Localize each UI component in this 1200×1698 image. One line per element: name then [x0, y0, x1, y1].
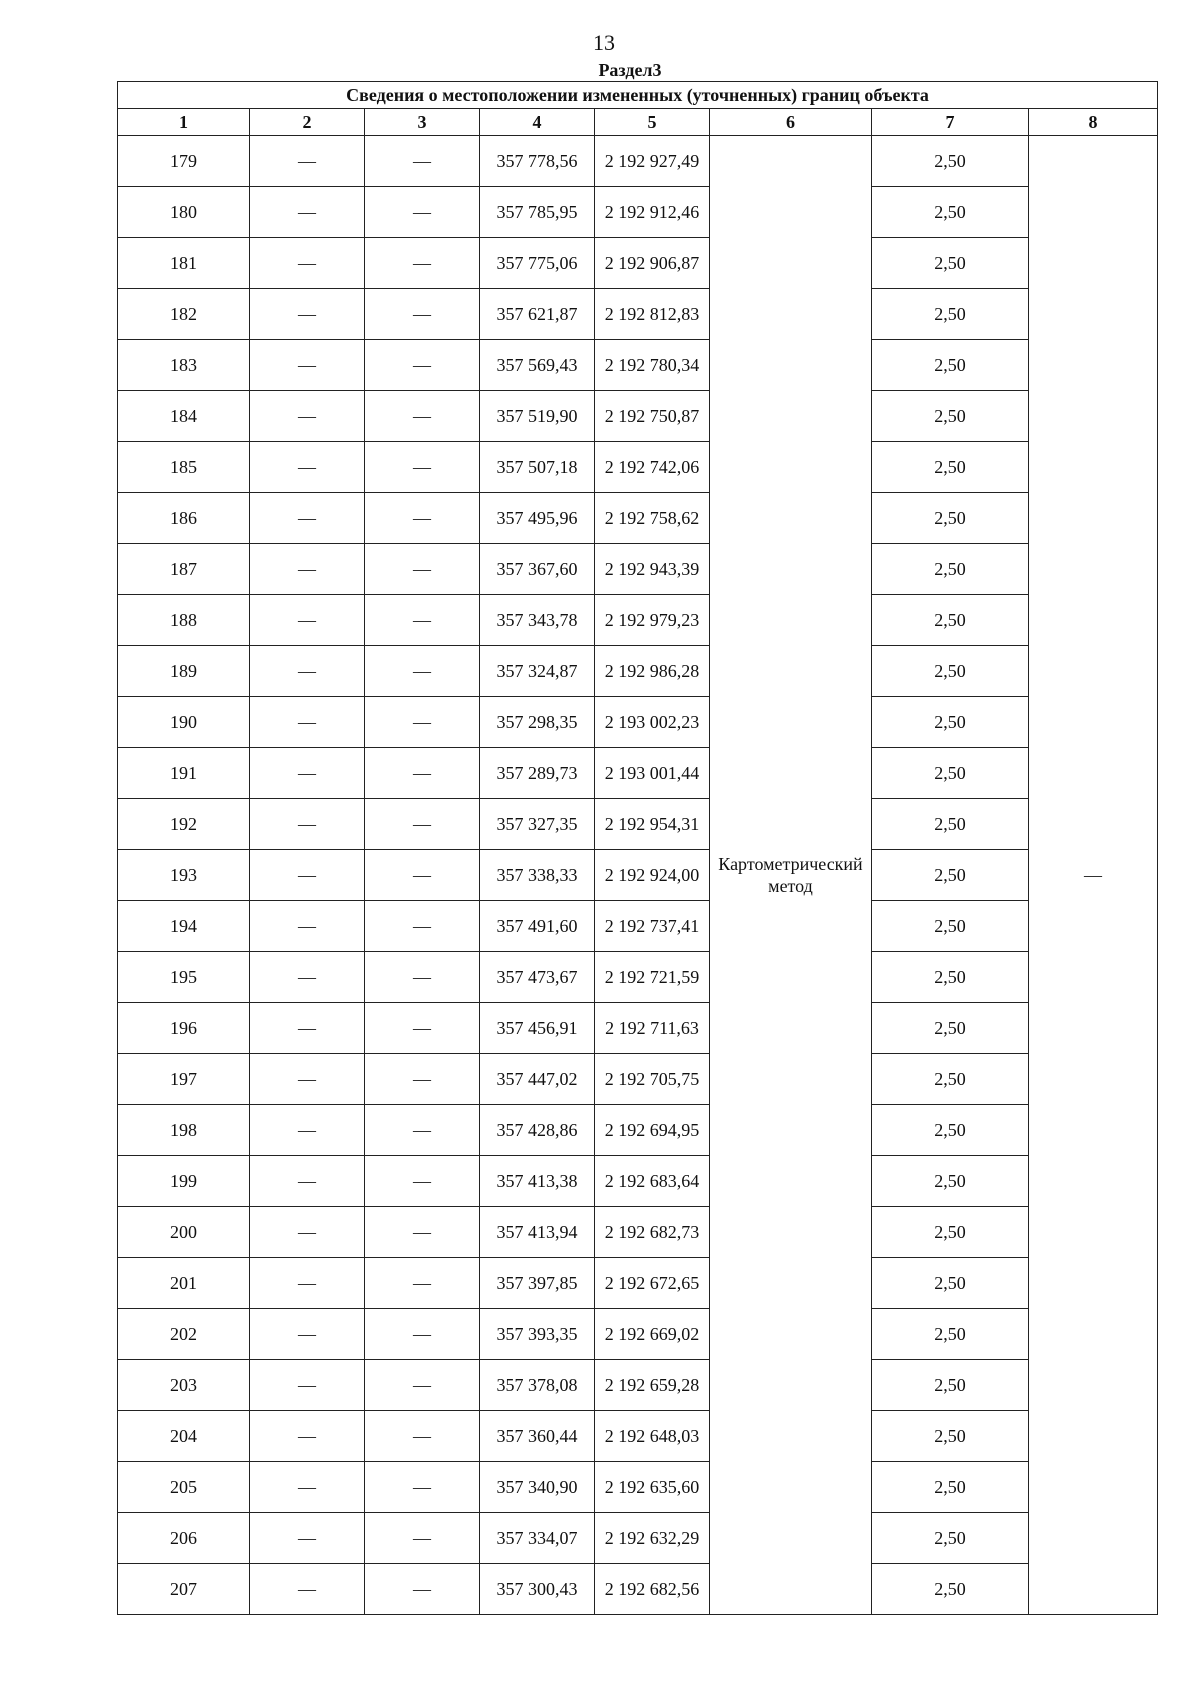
col2-dash-cell: — [250, 340, 365, 391]
point-number-cell: 195 [118, 952, 250, 1003]
point-number-cell: 186 [118, 493, 250, 544]
y-coordinate-cell: 2 192 742,06 [595, 442, 710, 493]
table-row [118, 952, 1158, 1003]
table-row [118, 850, 1158, 901]
x-coordinate-cell: 357 340,90 [480, 1462, 595, 1513]
x-coordinate-cell: 357 338,33 [480, 850, 595, 901]
y-coordinate-cell: 2 192 682,73 [595, 1207, 710, 1258]
y-coordinate-cell: 2 192 669,02 [595, 1309, 710, 1360]
accuracy-cell: 2,50 [872, 340, 1029, 391]
table-row [118, 493, 1158, 544]
col2-dash-cell: — [250, 238, 365, 289]
y-coordinate-cell: 2 193 002,23 [595, 697, 710, 748]
x-coordinate-cell: 357 621,87 [480, 289, 595, 340]
col3-dash-cell: — [365, 901, 480, 952]
accuracy-cell: 2,50 [872, 1054, 1029, 1105]
x-coordinate-cell: 357 324,87 [480, 646, 595, 697]
point-number-cell: 187 [118, 544, 250, 595]
table-row [118, 1105, 1158, 1156]
x-coordinate-cell: 357 360,44 [480, 1411, 595, 1462]
y-coordinate-cell: 2 192 906,87 [595, 238, 710, 289]
col3-dash-cell: — [365, 748, 480, 799]
col2-dash-cell: — [250, 1156, 365, 1207]
col3-dash-cell: — [365, 391, 480, 442]
point-number-cell: 191 [118, 748, 250, 799]
accuracy-cell: 2,50 [872, 952, 1029, 1003]
table-row [118, 1258, 1158, 1309]
table-row [118, 544, 1158, 595]
point-number-cell: 207 [118, 1564, 250, 1615]
accuracy-cell: 2,50 [872, 697, 1029, 748]
point-number-cell: 180 [118, 187, 250, 238]
col2-dash-cell: — [250, 1513, 365, 1564]
col3-dash-cell: — [365, 646, 480, 697]
y-coordinate-cell: 2 192 943,39 [595, 544, 710, 595]
y-coordinate-cell: 2 192 986,28 [595, 646, 710, 697]
point-number-cell: 185 [118, 442, 250, 493]
accuracy-cell: 2,50 [872, 1513, 1029, 1564]
table-row [118, 901, 1158, 952]
col2-dash-cell: — [250, 1564, 365, 1615]
col2-dash-cell: — [250, 544, 365, 595]
y-coordinate-cell: 2 192 711,63 [595, 1003, 710, 1054]
col3-dash-cell: — [365, 697, 480, 748]
accuracy-cell: 2,50 [872, 136, 1029, 187]
y-coordinate-cell: 2 192 683,64 [595, 1156, 710, 1207]
col2-dash-cell: — [250, 1105, 365, 1156]
column-number-4: 4 [480, 109, 595, 136]
accuracy-cell: 2,50 [872, 901, 1029, 952]
col3-dash-cell: — [365, 493, 480, 544]
accuracy-cell: 2,50 [872, 799, 1029, 850]
point-number-cell: 198 [118, 1105, 250, 1156]
table-row [118, 1411, 1158, 1462]
boundary-coordinates-table [117, 81, 1158, 1615]
y-coordinate-cell: 2 192 780,34 [595, 340, 710, 391]
col2-dash-cell: — [250, 1411, 365, 1462]
col2-dash-cell: — [250, 697, 365, 748]
table-row [118, 391, 1158, 442]
accuracy-cell: 2,50 [872, 493, 1029, 544]
col3-dash-cell: — [365, 952, 480, 1003]
y-coordinate-cell: 2 193 001,44 [595, 748, 710, 799]
accuracy-cell: 2,50 [872, 748, 1029, 799]
table-body [118, 136, 1158, 1615]
y-coordinate-cell: 2 192 659,28 [595, 1360, 710, 1411]
x-coordinate-cell: 357 367,60 [480, 544, 595, 595]
col2-dash-cell: — [250, 1054, 365, 1105]
y-coordinate-cell: 2 192 721,59 [595, 952, 710, 1003]
point-number-cell: 190 [118, 697, 250, 748]
x-coordinate-cell: 357 327,35 [480, 799, 595, 850]
y-coordinate-cell: 2 192 924,00 [595, 850, 710, 901]
accuracy-cell: 2,50 [872, 1258, 1029, 1309]
x-coordinate-cell: 357 343,78 [480, 595, 595, 646]
x-coordinate-cell: 357 775,06 [480, 238, 595, 289]
y-coordinate-cell: 2 192 694,95 [595, 1105, 710, 1156]
x-coordinate-cell: 357 334,07 [480, 1513, 595, 1564]
table-row [118, 1207, 1158, 1258]
point-number-cell: 205 [118, 1462, 250, 1513]
col2-dash-cell: — [250, 901, 365, 952]
table-row [118, 1309, 1158, 1360]
col3-dash-cell: — [365, 1360, 480, 1411]
x-coordinate-cell: 357 413,38 [480, 1156, 595, 1207]
point-number-cell: 201 [118, 1258, 250, 1309]
column-number-6: 6 [710, 109, 872, 136]
table-row [118, 1360, 1158, 1411]
col2-dash-cell: — [250, 952, 365, 1003]
col3-dash-cell: — [365, 1003, 480, 1054]
accuracy-cell: 2,50 [872, 850, 1029, 901]
col3-dash-cell: — [365, 1411, 480, 1462]
column-number-8: 8 [1029, 109, 1158, 136]
y-coordinate-cell: 2 192 635,60 [595, 1462, 710, 1513]
col3-dash-cell: — [365, 850, 480, 901]
y-coordinate-cell: 2 192 682,56 [595, 1564, 710, 1615]
col2-dash-cell: — [250, 136, 365, 187]
y-coordinate-cell: 2 192 979,23 [595, 595, 710, 646]
column-number-row [118, 109, 1158, 136]
point-number-cell: 194 [118, 901, 250, 952]
x-coordinate-cell: 357 378,08 [480, 1360, 595, 1411]
col3-dash-cell: — [365, 1309, 480, 1360]
col3-dash-cell: — [365, 136, 480, 187]
x-coordinate-cell: 357 428,86 [480, 1105, 595, 1156]
col3-dash-cell: — [365, 187, 480, 238]
x-coordinate-cell: 357 397,85 [480, 1258, 595, 1309]
x-coordinate-cell: 357 300,43 [480, 1564, 595, 1615]
y-coordinate-cell: 2 192 758,62 [595, 493, 710, 544]
section-title: Раздел3 [598, 60, 662, 80]
y-coordinate-cell: 2 192 737,41 [595, 901, 710, 952]
x-coordinate-cell: 357 569,43 [480, 340, 595, 391]
x-coordinate-cell: 357 447,02 [480, 1054, 595, 1105]
column-number-1: 1 [118, 109, 250, 136]
y-coordinate-cell: 2 192 648,03 [595, 1411, 710, 1462]
col2-dash-cell: — [250, 187, 365, 238]
table-row [118, 442, 1158, 493]
col2-dash-cell: — [250, 1207, 365, 1258]
col2-dash-cell: — [250, 850, 365, 901]
point-number-cell: 181 [118, 238, 250, 289]
accuracy-cell: 2,50 [872, 544, 1029, 595]
x-coordinate-cell: 357 519,90 [480, 391, 595, 442]
col2-dash-cell: — [250, 595, 365, 646]
col2-dash-cell: — [250, 1258, 365, 1309]
point-number-cell: 196 [118, 1003, 250, 1054]
x-coordinate-cell: 357 456,91 [480, 1003, 595, 1054]
col3-dash-cell: — [365, 340, 480, 391]
point-number-cell: 202 [118, 1309, 250, 1360]
table-row [118, 748, 1158, 799]
col3-dash-cell: — [365, 595, 480, 646]
y-coordinate-cell: 2 192 750,87 [595, 391, 710, 442]
column-number-2: 2 [250, 109, 365, 136]
col3-dash-cell: — [365, 1105, 480, 1156]
col2-dash-cell: — [250, 1003, 365, 1054]
table-row [118, 1156, 1158, 1207]
table-row [118, 595, 1158, 646]
y-coordinate-cell: 2 192 632,29 [595, 1513, 710, 1564]
point-number-cell: 203 [118, 1360, 250, 1411]
point-number-cell: 192 [118, 799, 250, 850]
col2-dash-cell: — [250, 799, 365, 850]
table-title: Сведения о местоположении измененных (уточненных) границ объекта [118, 82, 1158, 109]
y-coordinate-cell: 2 192 672,65 [595, 1258, 710, 1309]
column-number-5: 5 [595, 109, 710, 136]
accuracy-cell: 2,50 [872, 1309, 1029, 1360]
point-number-cell: 200 [118, 1207, 250, 1258]
point-number-cell: 199 [118, 1156, 250, 1207]
col3-dash-cell: — [365, 1513, 480, 1564]
point-number-cell: 193 [118, 850, 250, 901]
col3-dash-cell: — [365, 544, 480, 595]
table-row [118, 187, 1158, 238]
col3-dash-cell: — [365, 238, 480, 289]
table-row [118, 1513, 1158, 1564]
x-coordinate-cell: 357 785,95 [480, 187, 595, 238]
y-coordinate-cell: 2 192 954,31 [595, 799, 710, 850]
point-number-cell: 183 [118, 340, 250, 391]
accuracy-cell: 2,50 [872, 289, 1029, 340]
col3-dash-cell: — [365, 1054, 480, 1105]
table-row [118, 289, 1158, 340]
col2-dash-cell: — [250, 748, 365, 799]
col2-dash-cell: — [250, 646, 365, 697]
point-number-cell: 197 [118, 1054, 250, 1105]
col2-dash-cell: — [250, 391, 365, 442]
table-row [118, 646, 1158, 697]
column-number-7: 7 [872, 109, 1029, 136]
col3-dash-cell: — [365, 1258, 480, 1309]
point-number-cell: 182 [118, 289, 250, 340]
col2-dash-cell: — [250, 1462, 365, 1513]
table-row [118, 340, 1158, 391]
x-coordinate-cell: 357 473,67 [480, 952, 595, 1003]
point-number-cell: 179 [118, 136, 250, 187]
table-row [118, 799, 1158, 850]
table-row [118, 238, 1158, 289]
accuracy-cell: 2,50 [872, 391, 1029, 442]
point-number-cell: 188 [118, 595, 250, 646]
x-coordinate-cell: 357 491,60 [480, 901, 595, 952]
col3-dash-cell: — [365, 1207, 480, 1258]
column-number-3: 3 [365, 109, 480, 136]
table-row [118, 1054, 1158, 1105]
col2-dash-cell: — [250, 1360, 365, 1411]
col2-dash-cell: — [250, 442, 365, 493]
method-cell: Картометрический метод [710, 136, 872, 1615]
point-number-cell: 204 [118, 1411, 250, 1462]
accuracy-cell: 2,50 [872, 442, 1029, 493]
x-coordinate-cell: 357 393,35 [480, 1309, 595, 1360]
accuracy-cell: 2,50 [872, 1105, 1029, 1156]
accuracy-cell: 2,50 [872, 1003, 1029, 1054]
accuracy-cell: 2,50 [872, 1462, 1029, 1513]
table-row [118, 1003, 1158, 1054]
accuracy-cell: 2,50 [872, 1411, 1029, 1462]
point-number-cell: 206 [118, 1513, 250, 1564]
x-coordinate-cell: 357 298,35 [480, 697, 595, 748]
col2-dash-cell: — [250, 493, 365, 544]
col2-dash-cell: — [250, 289, 365, 340]
x-coordinate-cell: 357 413,94 [480, 1207, 595, 1258]
y-coordinate-cell: 2 192 912,46 [595, 187, 710, 238]
accuracy-cell: 2,50 [872, 238, 1029, 289]
x-coordinate-cell: 357 778,56 [480, 136, 595, 187]
accuracy-cell: 2,50 [872, 1360, 1029, 1411]
y-coordinate-cell: 2 192 812,83 [595, 289, 710, 340]
col2-dash-cell: — [250, 1309, 365, 1360]
table-row [118, 136, 1158, 187]
col3-dash-cell: — [365, 442, 480, 493]
point-number-cell: 184 [118, 391, 250, 442]
col3-dash-cell: — [365, 1156, 480, 1207]
table-row [118, 697, 1158, 748]
x-coordinate-cell: 357 289,73 [480, 748, 595, 799]
accuracy-cell: 2,50 [872, 646, 1029, 697]
accuracy-cell: 2,50 [872, 187, 1029, 238]
accuracy-cell: 2,50 [872, 1156, 1029, 1207]
col8-cell: — [1029, 136, 1158, 1615]
table-row [118, 1462, 1158, 1513]
table-row [118, 1564, 1158, 1615]
col3-dash-cell: — [365, 289, 480, 340]
col3-dash-cell: — [365, 1564, 480, 1615]
point-number-cell: 189 [118, 646, 250, 697]
y-coordinate-cell: 2 192 927,49 [595, 136, 710, 187]
accuracy-cell: 2,50 [872, 1564, 1029, 1615]
page-number: 13 [593, 30, 615, 55]
accuracy-cell: 2,50 [872, 595, 1029, 646]
col3-dash-cell: — [365, 1462, 480, 1513]
accuracy-cell: 2,50 [872, 1207, 1029, 1258]
col3-dash-cell: — [365, 799, 480, 850]
y-coordinate-cell: 2 192 705,75 [595, 1054, 710, 1105]
x-coordinate-cell: 357 495,96 [480, 493, 595, 544]
x-coordinate-cell: 357 507,18 [480, 442, 595, 493]
